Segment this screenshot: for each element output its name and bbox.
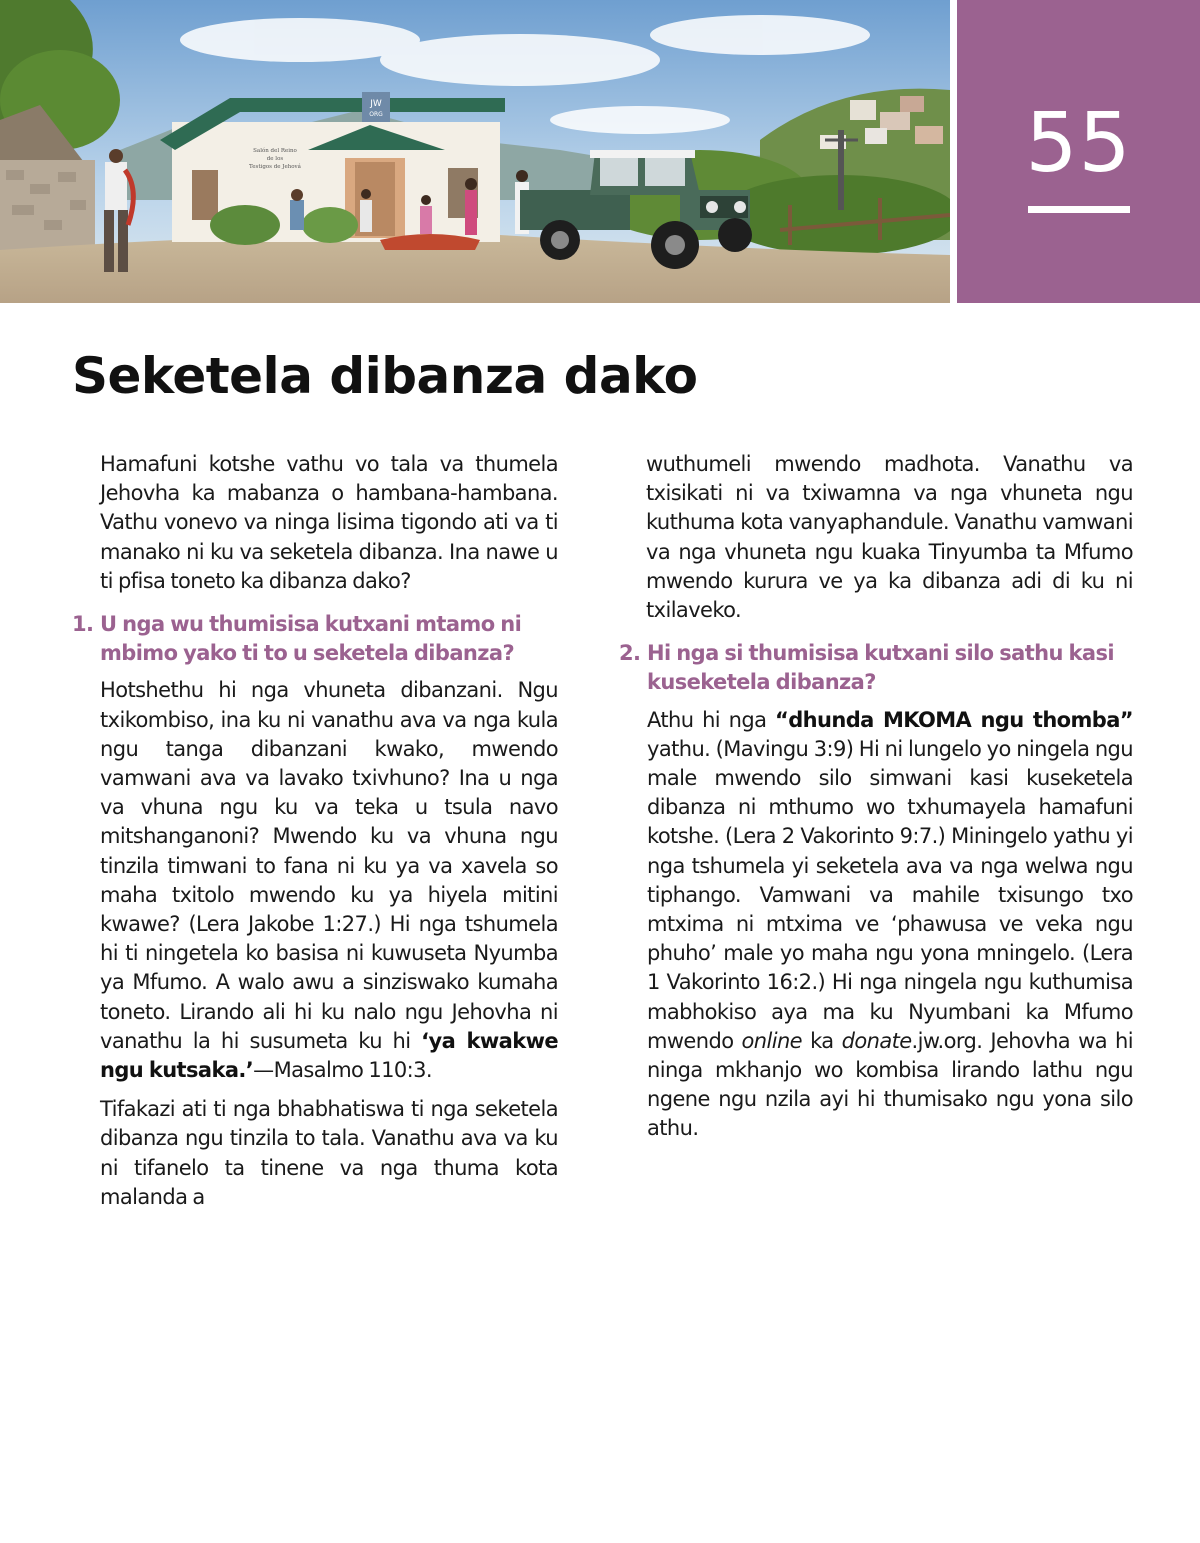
jw-logo-text-2: ORG xyxy=(369,111,383,118)
sign-text-1: Salón del Reino xyxy=(253,148,297,154)
intro-paragraph: Hamafuni kotshe vathu vo tala va thumela Jehovha ka mabanza o hambana-hambana. Vathu vonevo va ninga lisima tigondo ati va ti manako ni ku va seketela dibanza. Ina nawe u ti pfisa toneto ka dibanza dako? xyxy=(100,452,558,593)
section-2-bold-quote: “dhunda MKOMA ngu thomba” xyxy=(775,707,1133,732)
section-2-question-text: Hi nga si thumisisa kutxani silo sathu kasi kuseketela dibanza? xyxy=(647,641,1114,695)
section-1-p1-bold-quote: ‘ya kwakwe ngu kutsaka.’ xyxy=(100,1028,559,1083)
section-2-p-mid2: ka xyxy=(810,1028,834,1053)
right-column xyxy=(619,450,1133,1154)
section-1-paragraph-1 xyxy=(72,676,558,1085)
section-2-paragraph xyxy=(619,706,1133,1144)
section-2-number: 2. xyxy=(619,641,641,666)
hero-image xyxy=(0,0,950,303)
sign-text-3: Testigos de Jehová xyxy=(249,164,301,170)
page-title: Seketela dibanza dako xyxy=(72,347,698,405)
section-2-p-pre: Athu hi nga xyxy=(647,707,767,732)
section-2-question xyxy=(619,639,1133,697)
section-2-p-end: .jw.org. Jehovha wa hi ninga mkhanjo wo kombisa lirando lathu ngu ngene ngu nzila ayi hi thumisako ngu yona silo athu. xyxy=(647,1028,1133,1141)
section-1-question xyxy=(72,610,558,668)
section-1-p1-reference: —Masalmo 110:3. xyxy=(253,1058,432,1083)
chapter-tab xyxy=(957,0,1200,303)
section-2-italic-donate: donate xyxy=(841,1028,912,1053)
jw-logo-text-1: JW xyxy=(370,99,382,109)
left-column xyxy=(72,450,558,1222)
chapter-underline xyxy=(1028,206,1130,213)
section-2-p-mid1: yathu. (Mavingu 3:9) Hi ni lungelo yo ningela ngu male mwendo silo simwani kasi kuseketela dibanza ni mthumo wo txhumayela hamafuni kotshe. (Lera 2 Vakorinto 9:7.) Miningelo yathu yi nga tshumela yi seketela ava va nga welwa ngu tiphango. Vamwani va mahile txisungo txo mtxima ni mtxima ve ‘phawusa ve veka ngu phuho’ male yo maha ngu yona mningelo. (Lera 1 Vakorinto 16:2.) Hi nga ningela ngu kuthumisa mabhokiso aya ma ku Nyumbani ka Mfumo mwendo xyxy=(647,736,1133,1053)
section-1-paragraph-2: Tifakazi ati ti nga bhabhatiswa ti nga seketela dibanza ngu tinzila to tala. Vanathu ava va ku ni tifanelo ta tinene va nga thuma kota malanda a xyxy=(100,1097,558,1209)
chapter-number: 55 xyxy=(1025,96,1132,191)
section-1-number: 1. xyxy=(72,612,94,637)
section-1-question-text: U nga wu thumisisa kutxani mtamo ni mbimo yako ti to u seketela dibanza? xyxy=(100,612,522,666)
section-2-italic-online: online xyxy=(741,1028,802,1053)
sign-text-2: de los xyxy=(266,156,284,162)
section-1-p1-text: Hotshethu hi nga vhuneta dibanzani. Ngu txikombiso, ina ku ni vanathu ava va nga kula ngu tanga dibanzani kwako, mwendo vamwani ava va lavako txivhuno? Ina u nga va vhuna ngu ku va teka u tsula navo mitshanganoni? Mwendo ku va vhuna ngu tinzila timwani to fana ni ku ya va xavela so maha txitolo mwendo ku ya hiyela mitini kwawe? (Lera Jakobe 1:27.) Hi nga tshumela hi ti ningetela ko basisa ni kuwuseta Nyumba ya Mfumo. A walo awu a sinziswako kumaha toneto. Lirando ali hi ku nalo ngu Jehovha ni vanathu la hi susumeta ku hi xyxy=(100,678,558,1053)
section-1-paragraph-2-continued: wuthumeli mwendo madhota. Vanathu va txisikati ni va txiwamna va nga vhuneta ngu kuthuma kota vanyaphandule. Vanathu vamwani va nga vhuneta ngu kuaka Tinyumba ta Mfumo mwendo kurura ve ya ka dibanza adi di ku ni txilaveko. xyxy=(646,452,1133,623)
